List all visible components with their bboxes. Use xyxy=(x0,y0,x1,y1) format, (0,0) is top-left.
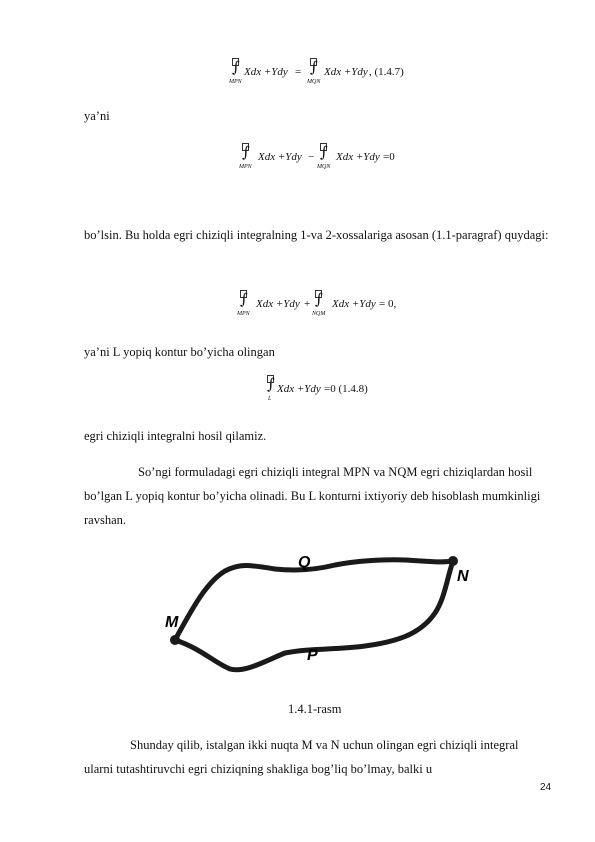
paragraph: ya’ni L yopiq kontur bo’yicha olingan xyxy=(84,345,275,359)
curve-mqn xyxy=(175,560,453,640)
integrand: Xdx +Ydy xyxy=(332,298,376,310)
equals-sign: = xyxy=(295,66,302,78)
paragraph: egri chiziqli integralni hosil qilamiz. xyxy=(84,429,267,443)
equation-difference: ∫ MPN Xdx +Ydy − ∫ MQN Xdx +Ydy =0 xyxy=(239,143,395,170)
label-m: M xyxy=(165,614,179,631)
integrand: Xdx +Ydy xyxy=(258,151,302,163)
point-n xyxy=(448,556,458,566)
label-q: Q xyxy=(298,554,311,571)
equation-tag: =0 (1.4.8) xyxy=(324,383,368,395)
integral-subscript: MPN xyxy=(239,164,252,170)
paragraph: bo’lsin. Bu holda egri chiziqli integralning 1-va 2-xossalariga asosan (1.1-paragraf) quydagi: xyxy=(84,228,549,242)
page-number: 24 xyxy=(540,782,552,793)
integrand: Xdx +Ydy xyxy=(277,383,321,395)
equals-zero: =0 xyxy=(383,151,395,163)
paragraph: ya’ni xyxy=(84,109,110,123)
integral-subscript: MQN xyxy=(317,164,331,170)
integral-subscript: MPN xyxy=(229,79,242,85)
equation-sum: ∫ MPN Xdx +Ydy + ∫ NQM Xdx +Ydy = 0, xyxy=(237,290,397,317)
integrand: Xdx +Ydy xyxy=(324,66,368,78)
plus-sign: + xyxy=(304,298,311,310)
paragraph: So’ngi formuladagi egri chiziqli integral MPN va NQM egri chiziqlardan hosil bo’lgan L yopiq kontur bo’yicha olinadi. Bu L konturni ixtiyoriy deb hisoblash mumkinligi ravshan. xyxy=(84,465,541,527)
closed-contour-figure xyxy=(155,543,485,683)
integrand: Xdx +Ydy xyxy=(256,298,300,310)
paragraph: Shunday qilib, istalgan ikki nuqta M va N uchun olingan egri chiziqli integral ularni tutashtiruvchi egri chiziqning shakliga bog’liq bo’lmay, balki u xyxy=(84,738,519,776)
integrand: Xdx +Ydy xyxy=(336,151,380,163)
minus-sign: − xyxy=(308,151,315,163)
equals-zero: = 0, xyxy=(379,298,397,310)
equation-1-4-7: ∫ MPN Xdx +Ydy = ∫ MQN Xdx +Ydy , (1.4.7) xyxy=(229,58,404,85)
integrand: Xdx +Ydy xyxy=(244,66,288,78)
label-p: P xyxy=(307,647,318,664)
integral-subscript: NQM xyxy=(312,311,326,317)
equation-1-4-8: ∫ L Xdx +Ydy =0 (1.4.8) xyxy=(267,375,368,402)
integral-subscript: MPN xyxy=(237,311,250,317)
figure-caption: 1.4.1-rasm xyxy=(288,702,342,716)
equation-tag: , (1.4.7) xyxy=(369,66,404,78)
integral-subscript: MQN xyxy=(307,79,321,85)
integral-subscript: L xyxy=(268,396,272,402)
point-m xyxy=(170,635,180,645)
label-n: N xyxy=(457,568,469,585)
